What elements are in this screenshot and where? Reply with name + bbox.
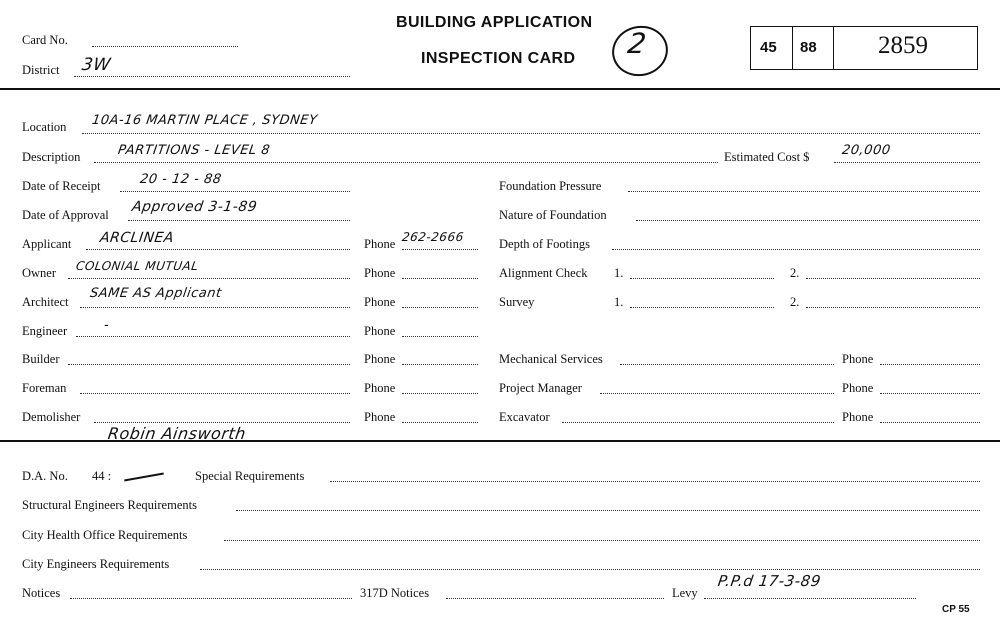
pm-label: Project Manager xyxy=(499,381,582,395)
date-approval-field[interactable] xyxy=(128,220,350,221)
alignment-num1: 1. xyxy=(614,266,624,280)
form-code: CP 55 xyxy=(942,604,970,615)
engineer-label: Engineer xyxy=(22,324,68,338)
depth-footings-field[interactable] xyxy=(612,249,980,250)
date-receipt-field[interactable] xyxy=(120,191,350,192)
structural-req-field[interactable] xyxy=(236,510,980,511)
owner-value: COLONIAL MUTUAL xyxy=(75,259,200,273)
survey-num2: 2. xyxy=(790,295,800,309)
health-req-field[interactable] xyxy=(224,540,980,541)
demolisher-phone-field[interactable] xyxy=(402,422,478,423)
survey-label: Survey xyxy=(499,295,535,309)
alignment-num2: 2. xyxy=(790,266,800,280)
builder-label: Builder xyxy=(22,352,60,366)
notices-field[interactable] xyxy=(70,598,352,599)
date-approval-value: Approved 3-1-89 xyxy=(130,199,259,215)
excavator-phone-field[interactable] xyxy=(880,422,980,423)
city-eng-req-label: City Engineers Requirements xyxy=(22,557,170,571)
description-field[interactable] xyxy=(94,162,718,163)
district-value: 3W xyxy=(80,55,113,75)
district-label: District xyxy=(22,63,60,77)
engineer-phone-field[interactable] xyxy=(402,336,478,337)
applicant-field[interactable] xyxy=(86,249,350,250)
notices-317d-label: 317D Notices xyxy=(360,586,430,600)
mech-phone-field[interactable] xyxy=(880,364,980,365)
survey-num1: 1. xyxy=(614,295,624,309)
builder-phone-field[interactable] xyxy=(402,364,478,365)
architect-value: SAME AS Applicant xyxy=(88,286,223,301)
title-line2: INSPECTION CARD xyxy=(421,50,576,67)
engineer-value: - xyxy=(102,318,111,333)
foreman-phone-label: Phone xyxy=(364,381,396,395)
da-dash-mark xyxy=(124,473,164,482)
levy-value: P.P.d 17-3-89 xyxy=(716,572,823,590)
estimated-cost-value: 20,000 xyxy=(840,143,892,158)
owner-field[interactable] xyxy=(68,278,350,279)
foreman-phone-field[interactable] xyxy=(402,393,478,394)
estimated-cost-label: Estimated Cost $ xyxy=(724,150,810,164)
owner-phone-label: Phone xyxy=(364,266,396,280)
applicant-phone-field[interactable] xyxy=(402,249,478,250)
excavator-field[interactable] xyxy=(562,422,834,423)
applicant-phone-value: 262-2666 xyxy=(401,230,465,244)
architect-phone-field[interactable] xyxy=(402,307,478,308)
ref-number: 2859 xyxy=(878,32,928,59)
mech-field[interactable] xyxy=(620,364,834,365)
pm-phone-field[interactable] xyxy=(880,393,980,394)
owner-phone-field[interactable] xyxy=(402,278,478,279)
foundation-pressure-field[interactable] xyxy=(628,191,980,192)
demolisher-phone-label: Phone xyxy=(364,410,396,424)
special-req-field[interactable] xyxy=(330,481,980,482)
location-label: Location xyxy=(22,120,67,134)
ref-box1-value: 45 xyxy=(760,39,777,56)
signature: Robin Ainsworth xyxy=(106,424,248,443)
architect-phone-label: Phone xyxy=(364,295,396,309)
da-value: 44 : xyxy=(92,469,112,483)
levy-field[interactable] xyxy=(704,598,916,599)
levy-label: Levy xyxy=(672,586,698,600)
location-field[interactable] xyxy=(82,133,980,134)
architect-label: Architect xyxy=(22,295,69,309)
header-divider xyxy=(0,88,1000,90)
demolisher-field[interactable] xyxy=(94,422,350,423)
date-approval-label: Date of Approval xyxy=(22,208,109,222)
structural-req-label: Structural Engineers Requirements xyxy=(22,498,197,512)
ref-box2-value: 88 xyxy=(800,39,817,56)
ref-divider-1 xyxy=(792,27,793,69)
date-receipt-label: Date of Receipt xyxy=(22,179,101,193)
da-label: D.A. No. xyxy=(22,469,68,483)
owner-label: Owner xyxy=(22,266,57,280)
alignment-label: Alignment Check xyxy=(499,266,588,280)
health-req-label: City Health Office Requirements xyxy=(22,528,188,542)
depth-footings-label: Depth of Footings xyxy=(499,237,590,251)
nature-foundation-field[interactable] xyxy=(636,220,980,221)
mech-phone-label: Phone xyxy=(842,352,874,366)
mech-label: Mechanical Services xyxy=(499,352,603,366)
applicant-label: Applicant xyxy=(22,237,72,251)
special-req-label: Special Requirements xyxy=(195,469,305,483)
survey-field-2[interactable] xyxy=(806,307,980,308)
reference-box xyxy=(750,26,978,70)
description-label: Description xyxy=(22,150,81,164)
alignment-field-2[interactable] xyxy=(806,278,980,279)
applicant-phone-label: Phone xyxy=(364,237,396,251)
card-no-field[interactable] xyxy=(92,46,238,47)
pm-field[interactable] xyxy=(600,393,834,394)
builder-phone-label: Phone xyxy=(364,352,396,366)
engineer-field[interactable] xyxy=(76,336,350,337)
district-field[interactable] xyxy=(74,76,350,77)
notices-317d-field[interactable] xyxy=(446,598,664,599)
card-no-label: Card No. xyxy=(22,33,68,47)
architect-field[interactable] xyxy=(80,307,350,308)
city-eng-req-field[interactable] xyxy=(200,569,980,570)
date-receipt-value: 20 - 12 - 88 xyxy=(138,172,223,187)
demolisher-label: Demolisher xyxy=(22,410,81,424)
nature-foundation-label: Nature of Foundation xyxy=(499,208,607,222)
description-value: PARTITIONS - LEVEL 8 xyxy=(116,143,272,158)
title-line1: BUILDING APPLICATION xyxy=(396,14,593,31)
builder-field[interactable] xyxy=(68,364,350,365)
engineer-phone-label: Phone xyxy=(364,324,396,338)
foreman-field[interactable] xyxy=(80,393,350,394)
applicant-value: ARCLINEA xyxy=(98,230,176,246)
alignment-field-1[interactable] xyxy=(630,278,774,279)
survey-field-1[interactable] xyxy=(630,307,774,308)
pm-phone-label: Phone xyxy=(842,381,874,395)
foundation-pressure-label: Foundation Pressure xyxy=(499,179,602,193)
excavator-label: Excavator xyxy=(499,410,550,424)
circled-number: 2 xyxy=(625,27,649,60)
location-value: 10A-16 MARTIN PLACE , SYDNEY xyxy=(90,113,319,128)
estimated-cost-field[interactable] xyxy=(834,162,980,163)
excavator-phone-label: Phone xyxy=(842,410,874,424)
ref-divider-2 xyxy=(833,27,834,69)
foreman-label: Foreman xyxy=(22,381,67,395)
notices-label: Notices xyxy=(22,586,61,600)
